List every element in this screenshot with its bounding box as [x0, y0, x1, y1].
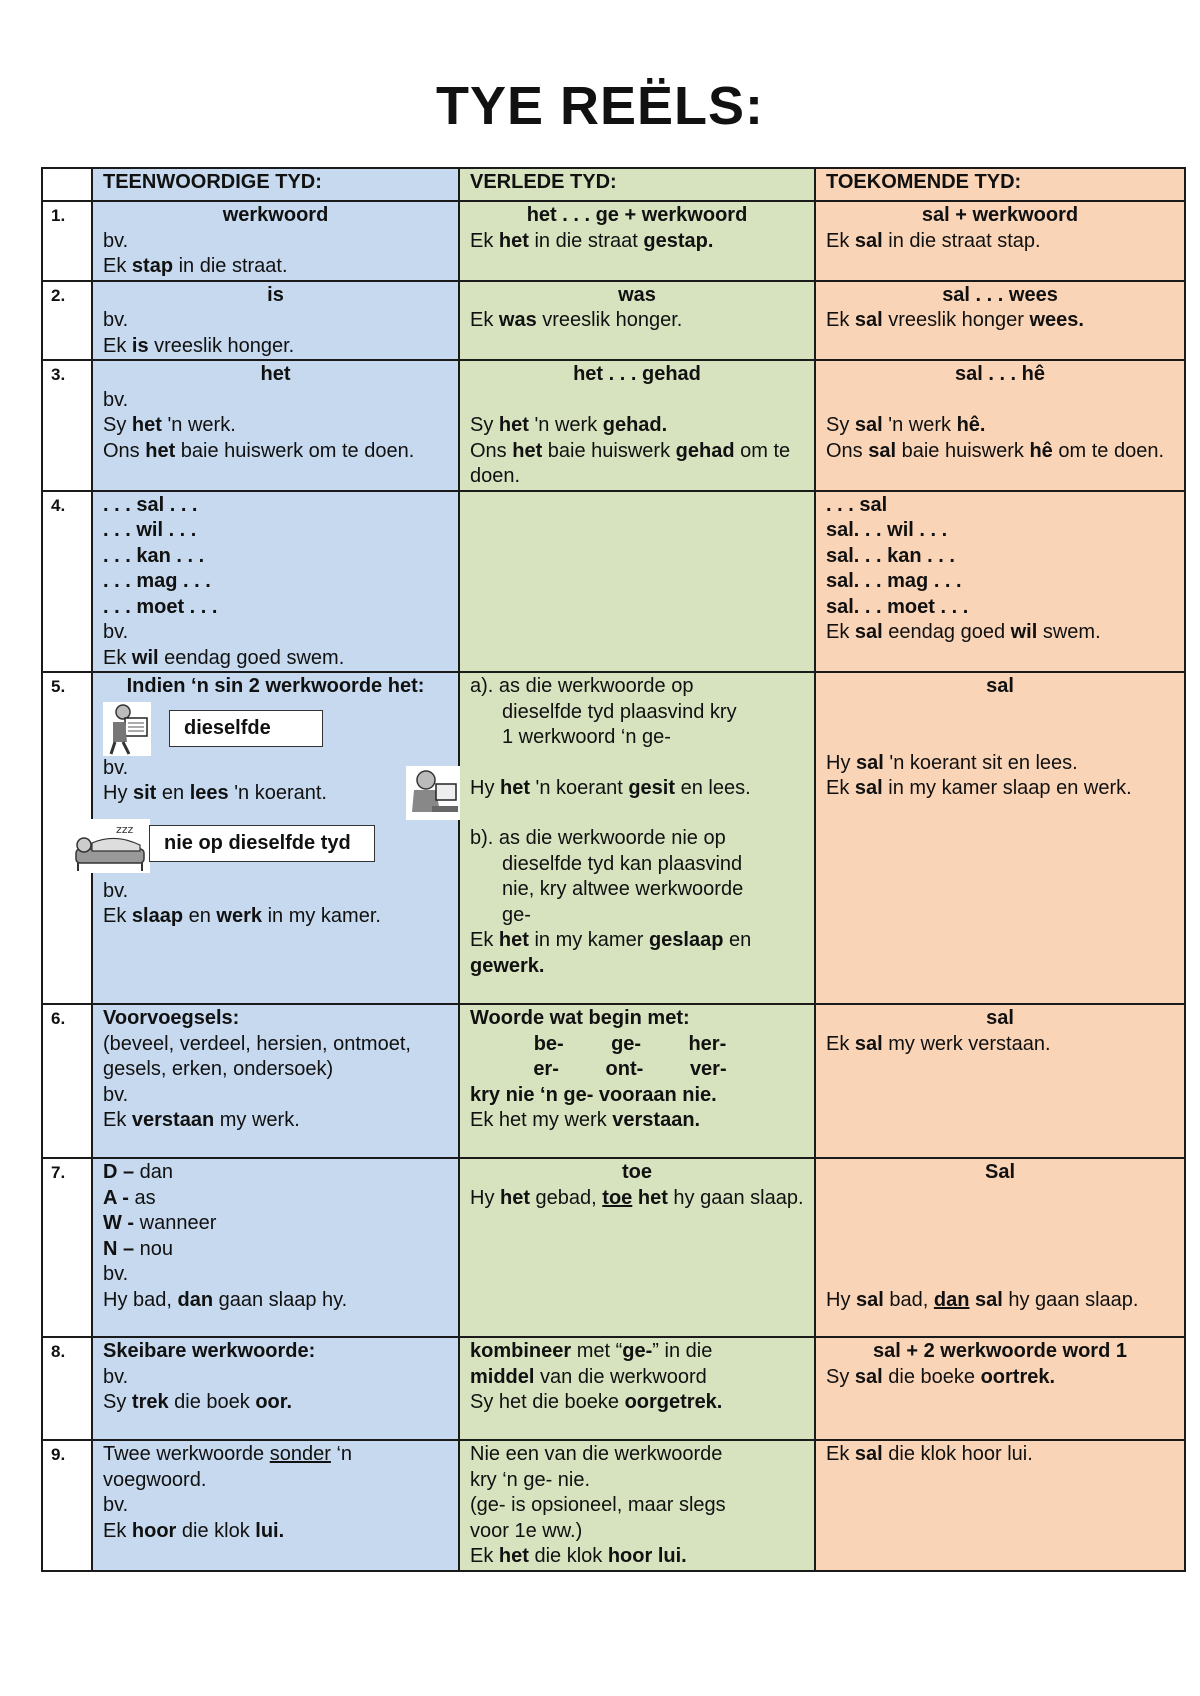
rule-text: a). as die werkwoorde op	[470, 675, 694, 697]
cell-present	[92, 1158, 459, 1337]
row-number: 6.	[42, 1004, 92, 1158]
rule-row-6	[42, 1004, 1185, 1158]
row-number: 2.	[42, 281, 92, 361]
example-sentence: Ek stap in die straat.	[103, 255, 288, 277]
row-number: 4.	[42, 491, 92, 673]
cell-present	[92, 672, 459, 1004]
rule-text: Nie een van die werkwoorde	[470, 1443, 723, 1465]
rule-text: is	[267, 283, 284, 306]
example-sentence: Sy sal die boeke oortrek.	[826, 1365, 1056, 1388]
example-sentence: Ek sal my werk verstaan.	[826, 1032, 1051, 1055]
bv-label: bv.	[103, 756, 129, 779]
cell-present	[92, 1337, 459, 1440]
rule-text: voor 1e ww.)	[470, 1519, 583, 1542]
rule-text: ge-	[502, 903, 531, 926]
modal-line: sal. . . wil . . .	[826, 519, 948, 541]
rule-text: sal + 2 werkwoorde word 1	[873, 1340, 1127, 1362]
header-row	[42, 168, 1185, 201]
rule-text: middel van die werkwoord	[470, 1365, 707, 1388]
cell-present	[92, 491, 459, 673]
sleeping-person-icon	[70, 819, 150, 881]
example-sentence: Ek wil eendag goed swem.	[103, 646, 345, 669]
rule-text: (ge- is opsioneel, maar slegs	[470, 1494, 726, 1516]
example-sentence: Ons het baie huiswerk gehad om te doen.	[470, 439, 791, 487]
example-sentence: Sy het 'n werk gehad.	[470, 414, 668, 436]
rule-text: was	[618, 283, 656, 306]
bv-label: bv.	[103, 879, 129, 902]
rule-text: Skeibare werkwoorde:	[103, 1340, 316, 1362]
man-reading-icon	[103, 702, 151, 764]
prefix-list: be- ge- her-	[533, 1032, 727, 1055]
row-number: 1.	[42, 201, 92, 281]
bv-label: bv.	[103, 1365, 129, 1388]
rule-text: voegwoord.	[103, 1468, 207, 1491]
rule-text: Sal	[984, 1161, 1016, 1183]
rule-row-4	[42, 491, 1185, 673]
rule-text: b). as die werkwoorde nie op	[470, 827, 726, 849]
cell-future	[815, 360, 1185, 491]
cell-future	[815, 281, 1185, 361]
rule-note: kry nie ‘n ge- vooraan nie.	[470, 1083, 717, 1106]
bv-label: bv.	[103, 1083, 129, 1106]
modal-line: sal. . . kan . . .	[826, 544, 955, 567]
bv-label: bv.	[103, 309, 129, 331]
rule-text: sal . . . wees	[942, 283, 1058, 306]
cell-past	[459, 201, 815, 281]
bv-label: bv.	[103, 1494, 129, 1516]
header-future: TOEKOMENDE TYD:	[815, 168, 1185, 201]
bv-label: bv.	[103, 229, 129, 252]
same-time-label: dieselfde	[169, 710, 323, 748]
cell-past	[459, 360, 815, 491]
cell-past	[459, 1440, 815, 1571]
man-at-computer-icon	[406, 766, 460, 828]
row-number: 9.	[42, 1440, 92, 1571]
rule-text: werkwoord	[222, 204, 329, 226]
example-sentence: Ons sal baie huiswerk hê om te doen.	[826, 439, 1164, 462]
rule-text: Voorvoegsels:	[103, 1007, 240, 1029]
rule-text: dieselfde tyd kan plaasvind	[502, 852, 743, 875]
example-sentence: Hy het gebad, toe het hy gaan slaap.	[470, 1186, 804, 1209]
rule-text: kry ‘n ge- nie.	[470, 1468, 591, 1491]
rule-text: dieselfde tyd plaasvind kry	[502, 700, 737, 723]
modal-line: . . . kan . . .	[103, 544, 205, 567]
cell-present	[92, 201, 459, 281]
row-number: 8.	[42, 1337, 92, 1440]
modal-line: . . . wil . . .	[103, 519, 197, 541]
page-title: TYE REËLS:	[435, 76, 765, 136]
example-sentence: Ek sal vreeslik honger wees.	[826, 309, 1084, 331]
prefix-examples: (beveel, verdeel, hersien, ontmoet, gesels, erken, ondersoek)	[103, 1032, 411, 1080]
bv-label: bv.	[103, 388, 129, 411]
example-sentence: Ek het my werk verstaan.	[470, 1109, 701, 1131]
example-sentence: Ek is vreeslik honger.	[103, 334, 295, 357]
cell-past	[459, 672, 815, 1004]
example-sentence: Sy het 'n werk.	[103, 414, 236, 436]
rule-row-2	[42, 281, 1185, 361]
cell-future	[815, 201, 1185, 281]
rule-row-7	[42, 1158, 1185, 1337]
cell-past	[459, 1158, 815, 1337]
example-sentence: Ek sal in die straat stap.	[826, 229, 1041, 252]
rule-text: sal	[986, 675, 1014, 697]
example-sentence: Sy het die boeke oorgetrek.	[470, 1391, 723, 1413]
cell-future	[815, 491, 1185, 673]
modal-line: . . . sal	[826, 493, 888, 516]
conjunction-line: N – nou	[103, 1237, 174, 1260]
cell-present	[92, 281, 459, 361]
row-number: 3.	[42, 360, 92, 491]
conjunction-line: D – dan	[103, 1161, 174, 1183]
cell-present	[92, 1004, 459, 1158]
cell-future	[815, 672, 1185, 1004]
cell-future	[815, 1440, 1185, 1571]
rule-text: Indien ‘n sin 2 werkwoorde het:	[126, 675, 425, 697]
row-number: 7.	[42, 1158, 92, 1337]
example-sentence: Ek het in die straat gestap.	[470, 229, 714, 252]
example-sentence: Sy trek die boek oor.	[103, 1391, 293, 1413]
header-past: VERLEDE TYD:	[459, 168, 815, 201]
example-sentence: Ons het baie huiswerk om te doen.	[103, 439, 415, 462]
cell-future	[815, 1337, 1185, 1440]
example-sentence: Hy sal bad, dan sal hy gaan slaap.	[826, 1288, 1139, 1311]
cell-past	[459, 281, 815, 361]
tense-rules-table	[41, 167, 1186, 1572]
modal-line: . . . sal . . .	[103, 493, 198, 516]
rule-text: Twee werkwoorde sonder ‘n	[103, 1443, 353, 1465]
example-sentence: Sy sal 'n werk hê.	[826, 414, 986, 436]
rule-text: sal	[986, 1007, 1014, 1029]
cell-past	[459, 1004, 815, 1158]
cell-past	[459, 1337, 815, 1440]
rule-text: nie, kry altwee werkwoorde	[502, 878, 744, 900]
cell-present	[92, 360, 459, 491]
example-sentence: Hy sit en lees 'n koerant.	[103, 782, 327, 804]
example-sentence: Hy het 'n koerant gesit en lees.	[470, 776, 751, 799]
rule-text: sal + werkwoord	[921, 204, 1079, 226]
row-number: 5.	[42, 672, 92, 1004]
rule-text: het . . . ge + werkwoord	[526, 204, 748, 226]
modal-line: . . . moet . . .	[103, 595, 218, 618]
bv-label: bv.	[103, 1263, 129, 1285]
header-num-cell	[42, 168, 92, 201]
modal-line: . . . mag . . .	[103, 570, 211, 592]
rule-text: 1 werkwoord ‘n ge-	[502, 726, 671, 748]
rule-row-3	[42, 360, 1185, 491]
cell-past	[459, 491, 815, 673]
rule-row-8	[42, 1337, 1185, 1440]
svg-text:zzz: zzz	[116, 822, 134, 836]
rule-text: kombineer met “ge-” in die	[470, 1340, 713, 1362]
cell-present	[92, 1440, 459, 1571]
rule-text: Woorde wat begin met:	[470, 1007, 690, 1029]
rule-row-5	[42, 672, 1185, 1004]
cell-future	[815, 1158, 1185, 1337]
cell-future	[815, 1004, 1185, 1158]
header-present: TEENWOORDIGE TYD:	[92, 168, 459, 201]
rule-text: het	[260, 363, 291, 385]
modal-line: sal. . . moet . . .	[826, 595, 969, 618]
example-sentence: Ek het die klok hoor lui.	[470, 1545, 687, 1567]
example-sentence: Ek sal die klok hoor lui.	[826, 1443, 1033, 1465]
example-sentence: Ek verstaan my werk.	[103, 1109, 300, 1131]
modal-line: sal. . . mag . . .	[826, 570, 962, 592]
example-sentence: Ek hoor die klok lui.	[103, 1519, 285, 1542]
prefix-list: er- ont- ver-	[533, 1058, 727, 1080]
rule-text: toe	[622, 1161, 652, 1183]
rule-row-1	[42, 201, 1185, 281]
example-sentence: Hy sal 'n koerant sit en lees.	[826, 751, 1078, 774]
conjunction-line: W - wanneer	[103, 1212, 217, 1234]
rule-text: het . . . gehad	[573, 363, 701, 385]
example-sentence: Ek was vreeslik honger.	[470, 309, 683, 331]
rule-row-9	[42, 1440, 1185, 1571]
conjunction-line: A - as	[103, 1186, 156, 1209]
example-sentence: Ek sal eendag goed wil swem.	[826, 621, 1101, 643]
example-sentence: Ek sal in my kamer slaap en werk.	[826, 777, 1132, 799]
example-sentence: Hy bad, dan gaan slaap hy.	[103, 1288, 348, 1311]
example-sentence: Ek het in my kamer geslaap en gewerk.	[470, 929, 752, 977]
bv-label: bv.	[103, 621, 129, 643]
rule-text: sal . . . hê	[954, 363, 1046, 385]
example-sentence: Ek slaap en werk in my kamer.	[103, 905, 381, 927]
not-same-time-label: nie op dieselfde tyd	[149, 825, 375, 863]
